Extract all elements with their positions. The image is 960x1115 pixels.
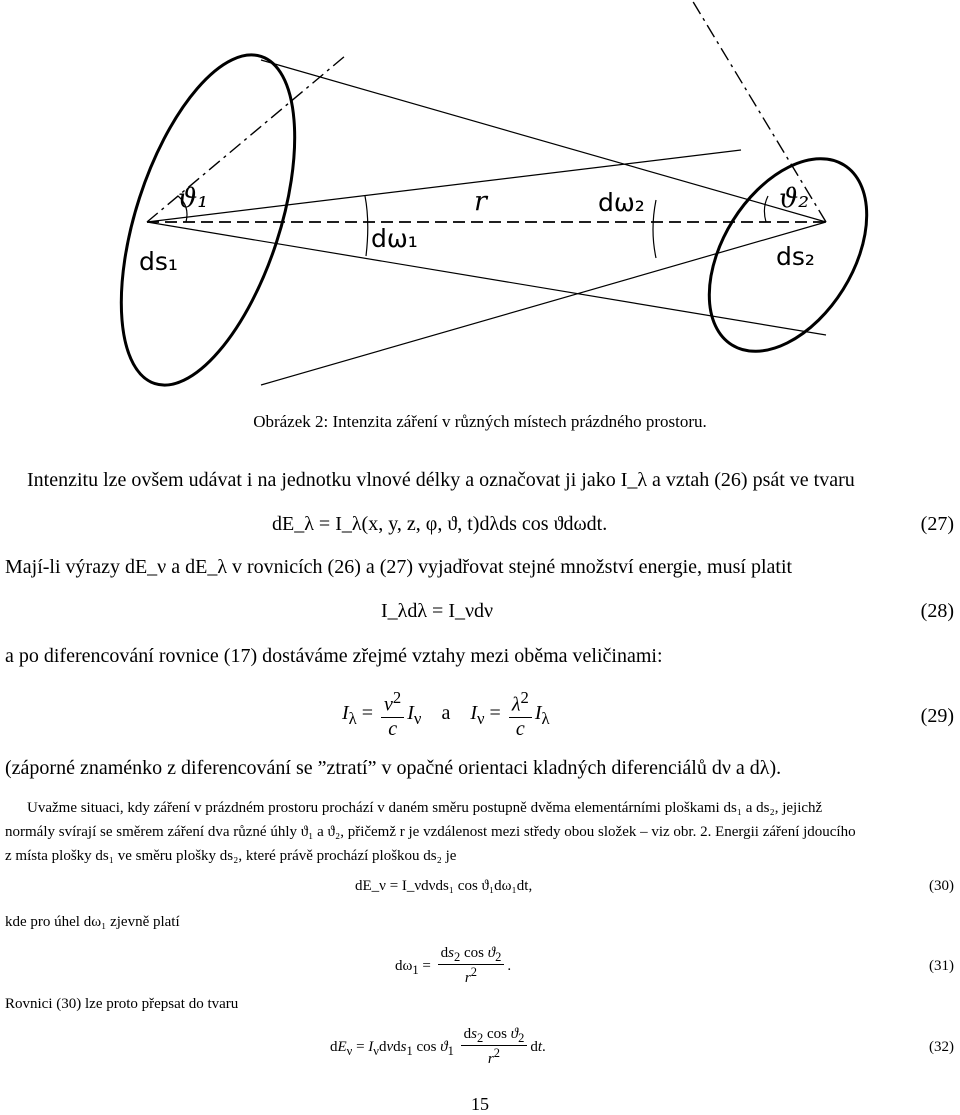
equation-28-number: (28) bbox=[920, 600, 954, 622]
equation-31: $d\omega_1$ = $\frac{ds_2 \cos ϑ_2}{r^2}$ . bbox=[395, 945, 512, 987]
paragraph-2: Mají-li výrazy dE_ν a dE_λ v rovnicích (26) a (27) vyjadřovat stejné množství energie, musí platit bbox=[5, 556, 793, 578]
equation-31-number: (31) bbox=[929, 958, 954, 974]
equation-27-number: (27) bbox=[920, 513, 954, 535]
equation-27: dE_λ = I_λ(x, y, z, φ, ϑ, t)dλds cos ϑdωdt. bbox=[272, 513, 608, 535]
equation-29-number: (29) bbox=[920, 705, 954, 727]
arc-domega2 bbox=[653, 200, 656, 258]
paragraph-4: (záporné znaménko z diferencování se ”ztratí” v opačné orientaci kladných diferenciálů dν a dλ). bbox=[5, 757, 782, 779]
paragraph-5-line-3: z místa plošky ds₁ ve směru plošky ds₂, které právě prochází ploškou ds₂ je bbox=[5, 848, 457, 864]
normal-1-dashdot bbox=[147, 56, 345, 222]
arc-domega1 bbox=[365, 196, 368, 256]
paragraph-7: Rovnici (30) lze proto přepsat do tvaru bbox=[5, 996, 239, 1012]
equation-28: I_λdλ = I_νdν bbox=[381, 600, 494, 622]
equation-32-number: (32) bbox=[929, 1039, 954, 1055]
equation-29: $I_\lambda$ = $\frac{\nu^2}{c}$ $I_\nu$ a $I_\nu$ = $\frac{\lambda^2}{c}$ $I_\lambda$ bbox=[342, 688, 550, 740]
page-number: 15 bbox=[471, 1094, 489, 1114]
paragraph-3: a po diferencování rovnice (17) dostáváme zřejmé vztahy mezi oběma veličinami: bbox=[5, 645, 663, 667]
figure-caption: Obrázek 2: Intenzita záření v různých místech prázdného prostoru. bbox=[253, 412, 707, 431]
label-theta2: ϑ₂ bbox=[779, 183, 810, 214]
label-r: r bbox=[474, 186, 487, 217]
label-ds1: ds₁ bbox=[139, 247, 178, 276]
equation-30-number: (30) bbox=[929, 878, 954, 894]
paragraph-5-line-2: normály svírají se směrem záření dva různé úhly ϑ₁ a ϑ₂, přičemž r je vzdálenost mezi středy obou složek – viz obr. 2. Energii záření jdoucího bbox=[5, 824, 856, 840]
arc-theta2 bbox=[764, 196, 768, 222]
equation-32: $dE_\nu = I_\nu d\nu ds_1$ $\cos ϑ_1$ $\frac{ds_2 \cos ϑ_2}{r^2}$ dt. bbox=[330, 1026, 546, 1068]
paragraph-5-line-1: Uvažme situaci, kdy záření v prázdném prostoru prochází v daném směru postupně dvěma elementárními ploškami ds₁ a ds₂, jejichž bbox=[27, 800, 823, 816]
label-ds2: ds₂ bbox=[776, 242, 815, 271]
label-theta1: ϑ₁ bbox=[178, 183, 209, 214]
equation-30: dE_ν = I_νdνds₁ cos ϑ₁dω₁dt, bbox=[355, 878, 533, 894]
radiation-figure bbox=[0, 0, 960, 400]
label-domega2: dω₂ bbox=[598, 188, 645, 217]
paragraph-1: Intenzitu lze ovšem udávat i na jednotku vlnové délky a označovat ji jako I_λ a vztah (26) psát ve tvaru bbox=[27, 469, 855, 491]
surface-ds1-ellipse bbox=[86, 34, 329, 400]
paragraph-6: kde pro úhel dω₁ zjevně platí bbox=[5, 914, 180, 930]
label-domega1: dω₁ bbox=[371, 224, 418, 253]
